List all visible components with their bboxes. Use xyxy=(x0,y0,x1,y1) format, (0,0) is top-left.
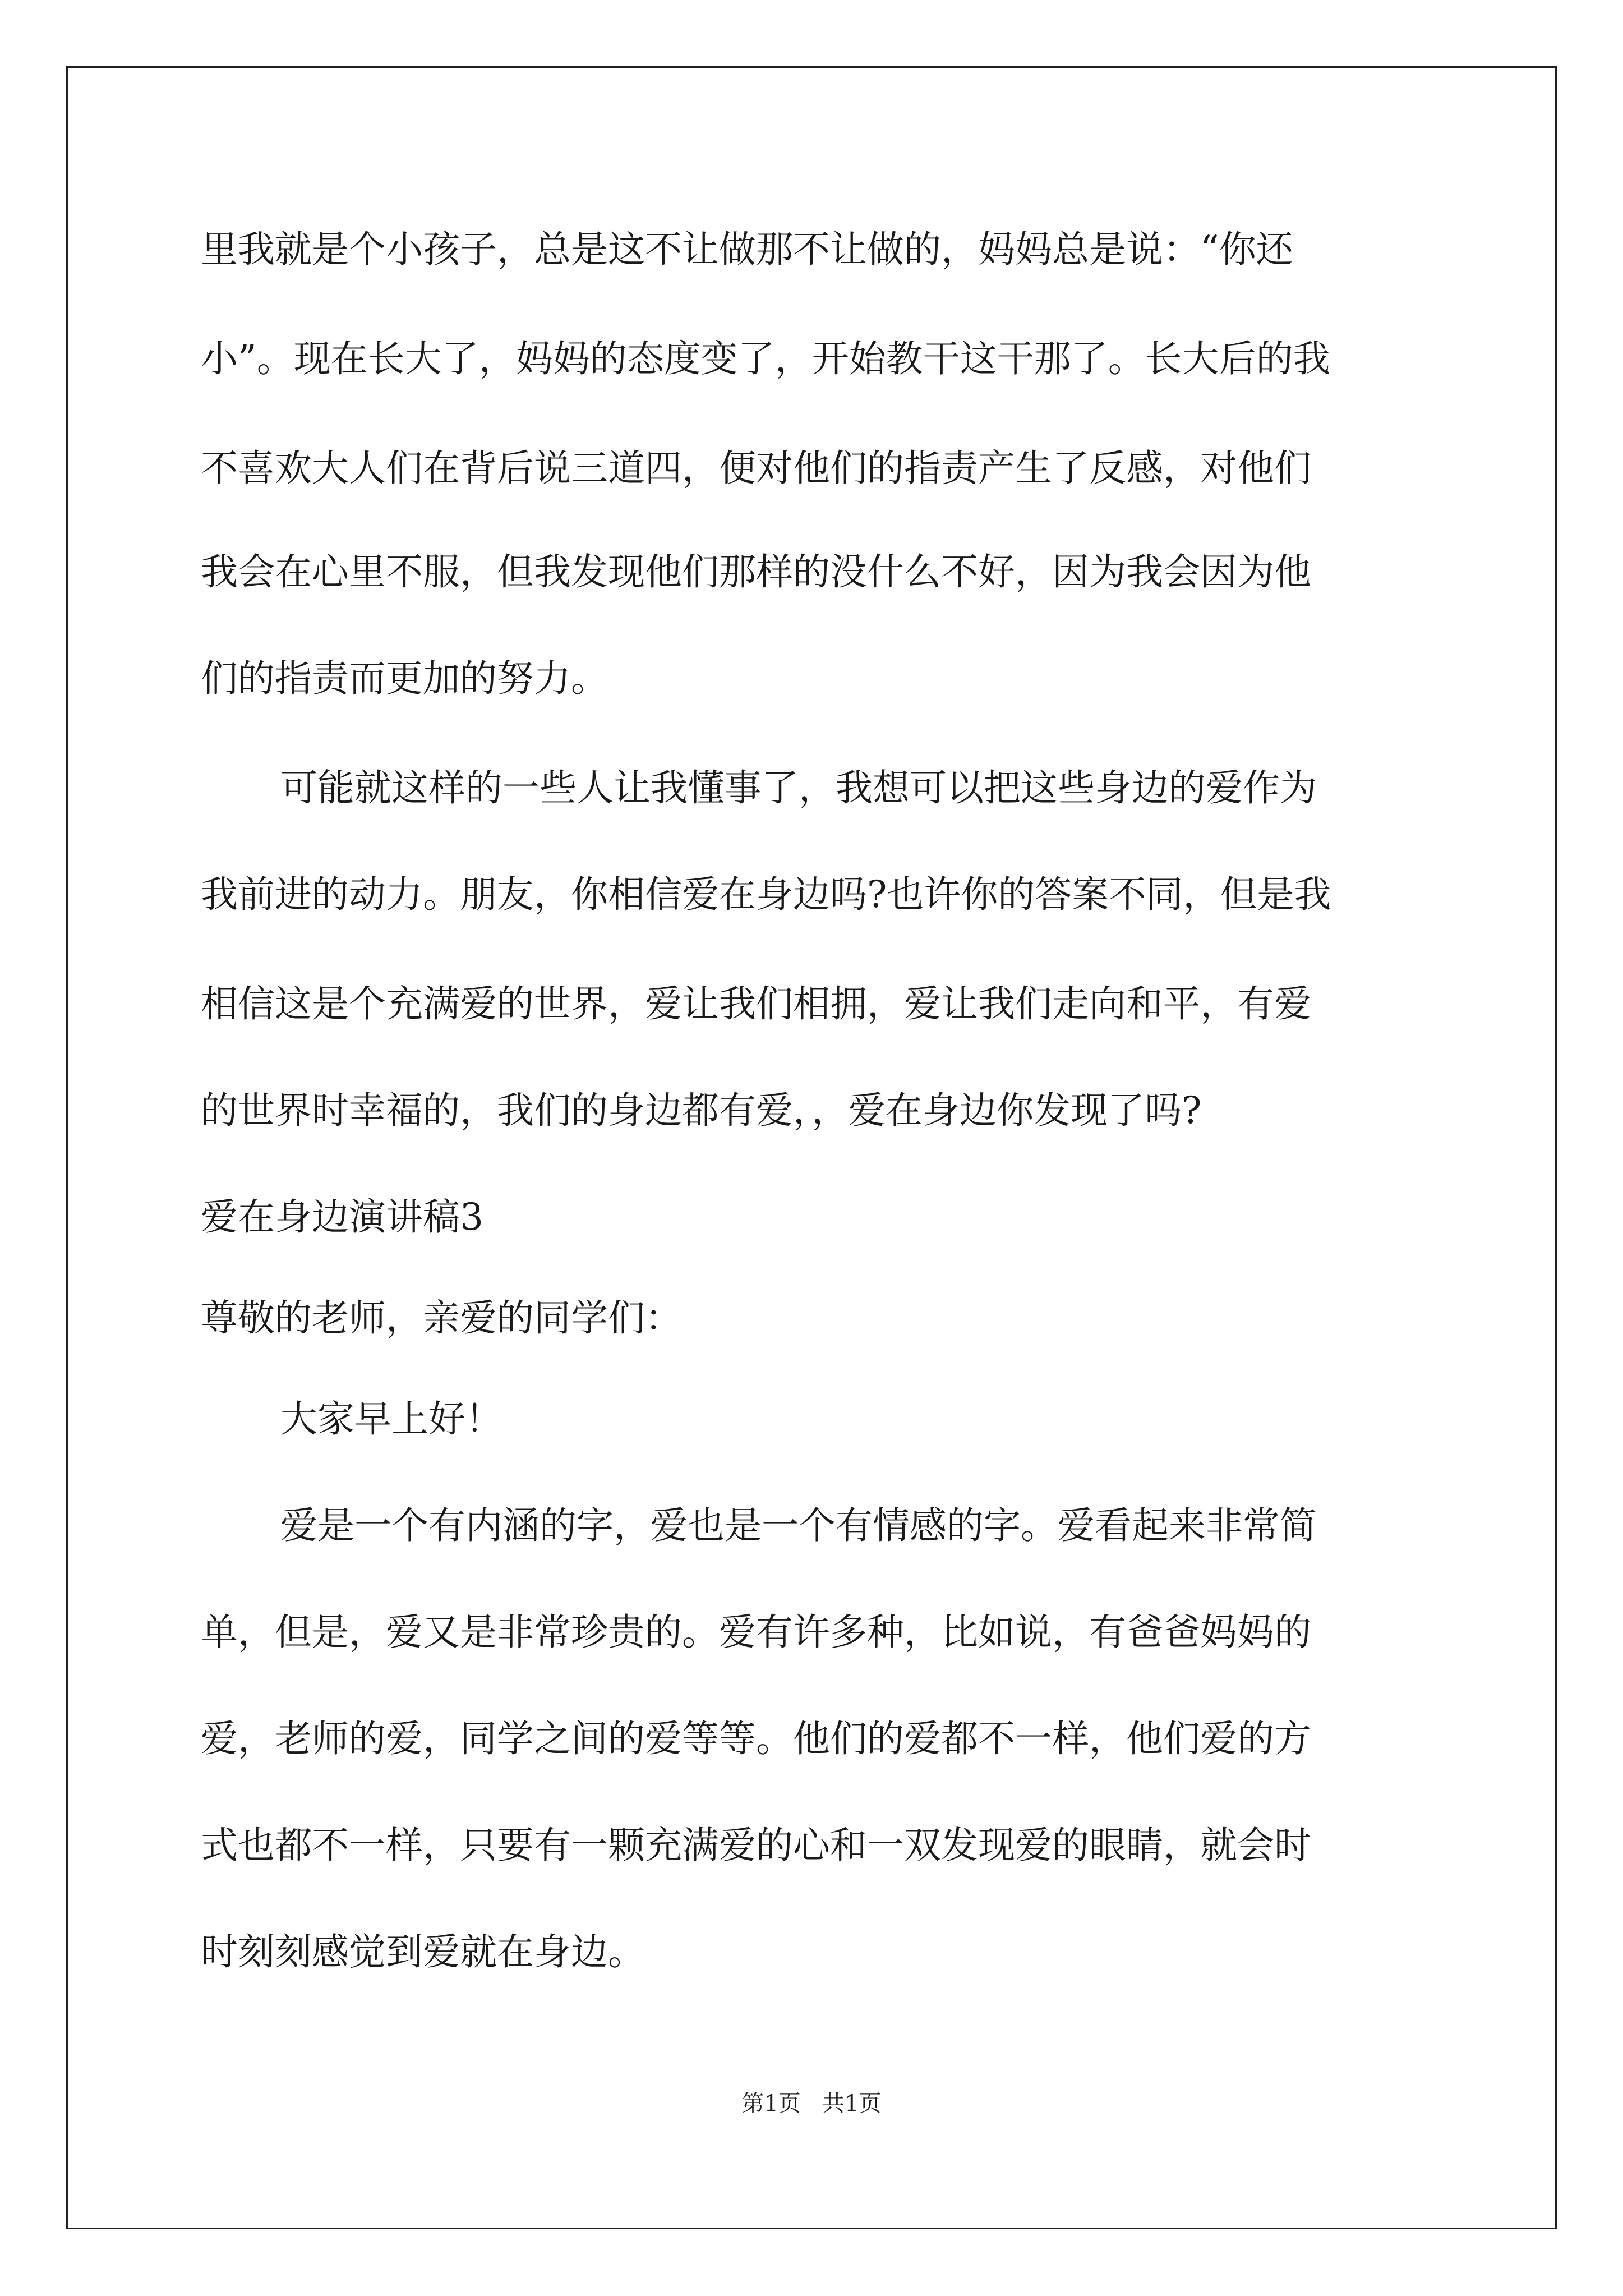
text-line: 的世界时幸福的，我们的身边都有爱，，爱在身边你发现了吗? xyxy=(201,1089,1202,1132)
text-line: 式也都不一样，只要有一颗充满爱的心和一双发现爱的眼睛，就会时 xyxy=(201,1824,1311,1867)
greeting: 大家早上好！ xyxy=(280,1397,502,1441)
text-line: 爱是一个有内涵的字，爱也是一个有情感的字。爱看起来非常简 xyxy=(280,1504,1317,1547)
text-line: 爱，老师的爱，同学之间的爱等等。他们的爱都不一样，他们爱的方 xyxy=(201,1717,1311,1760)
text-line: 可能就这样的一些人让我懂事了，我想可以把这些身边的爱作为 xyxy=(280,766,1317,809)
page-indicator: 第1页 共1页 xyxy=(741,2091,882,2116)
text-line: 们的指责而更加的努力。 xyxy=(201,657,608,700)
text-line: 单，但是，爱又是非常珍贵的。爱有许多种，比如说，有爸爸妈妈的 xyxy=(201,1611,1311,1654)
text-line: 相信这是个充满爱的世界，爱让我们相拥，爱让我们走向和平，有爱 xyxy=(201,982,1311,1025)
text-line: 小”。现在长大了，妈妈的态度变了，开始教干这干那了。长大后的我 xyxy=(201,337,1330,380)
page-border xyxy=(66,66,1557,2229)
text-line: 我前进的动力。朋友，你相信爱在身边吗?也许你的答案不同，但是我 xyxy=(201,873,1331,916)
text-line: 我会在心里不服，但我发现他们那样的没什么不好，因为我会因为他 xyxy=(201,550,1311,593)
salutation: 尊敬的老师，亲爱的同学们： xyxy=(201,1296,682,1340)
text-line: 里我就是个小孩子，总是这不让做那不让做的，妈妈总是说：“你还 xyxy=(201,228,1293,271)
section-title: 爱在身边演讲稿3 xyxy=(201,1195,483,1239)
text-line: 时刻刻感觉到爱就在身边。 xyxy=(201,1930,645,1973)
text-line: 不喜欢大人们在背后说三道四，便对他们的指责产生了反感，对他们 xyxy=(201,447,1311,490)
